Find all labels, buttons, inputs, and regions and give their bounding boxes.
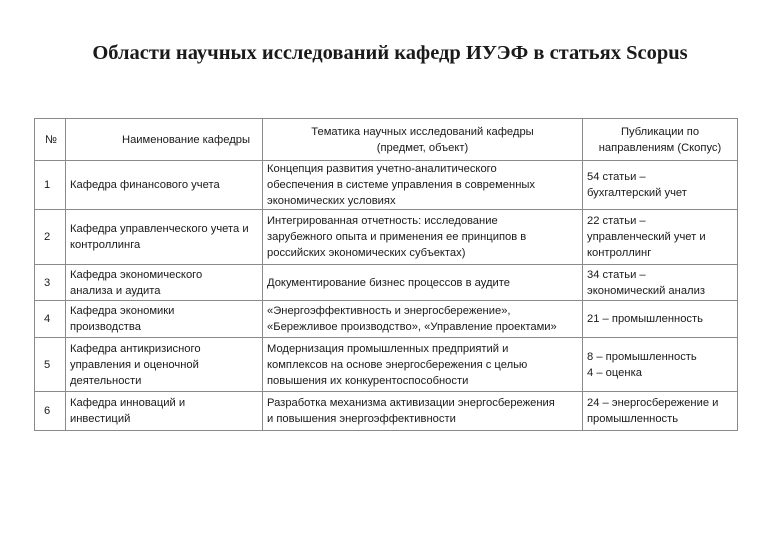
row-number: 4 [35, 301, 66, 338]
row-number: 2 [35, 210, 66, 265]
research-topic: «Энергоэффективность и энергосбережение», «Бережливое производство», «Управление проектами» [263, 301, 583, 338]
header-department: Наименование кафедры [66, 119, 263, 161]
header-number: № [35, 119, 66, 161]
research-table [34, 118, 738, 431]
table-header-row [35, 119, 738, 161]
research-topic: Концепция развития учетно-аналитического обеспечения в системе управления в современных экономических условиях [263, 161, 583, 210]
table-row [35, 301, 738, 338]
department-name: Кафедра экономического анализа и аудита [66, 265, 263, 301]
research-topic: Интегрированная отчетность: исследование зарубежного опыта и применения ее принципов в российских экономических субъектах) [263, 210, 583, 265]
page-title: Области научных исследований кафедр ИУЭФ в статьях Scopus [92, 42, 688, 64]
department-name: Кафедра инноваций и инвестиций [66, 392, 263, 431]
table-row [35, 161, 738, 210]
row-number: 5 [35, 338, 66, 392]
department-name: Кафедра финансового учета [66, 161, 263, 210]
row-number: 3 [35, 265, 66, 301]
table-row [35, 265, 738, 301]
row-number: 1 [35, 161, 66, 210]
department-name: Кафедра управленческого учета и контроллинга [66, 210, 263, 265]
publications-count: 22 статьи – управленческий учет и контроллинг [583, 210, 738, 265]
research-topic: Документирование бизнес процессов в аудите [263, 265, 583, 301]
publications-count: 34 статьи – экономический анализ [583, 265, 738, 301]
publications-count: 24 – энергосбережение и промышленность [583, 392, 738, 431]
row-number: 6 [35, 392, 66, 431]
department-name: Кафедра антикризисного управления и оценочной деятельности [66, 338, 263, 392]
header-publications: Публикации по направлениям (Скопус) [583, 119, 738, 161]
publications-count: 8 – промышленность 4 – оценка [583, 338, 738, 392]
publications-count: 21 – промышленность [583, 301, 738, 338]
research-topic: Разработка механизма активизации энергосбережения и повышения энергоэффективности [263, 392, 583, 431]
publications-count: 54 статьи – бухгалтерский учет [583, 161, 738, 210]
table-row [35, 392, 738, 431]
table-row [35, 210, 738, 265]
header-topic: Тематика научных исследований кафедры (предмет, объект) [263, 119, 583, 161]
table-row [35, 338, 738, 392]
research-topic: Модернизация промышленных предприятий и комплексов на основе энергосбережения с целью повышения их конкурентоспособности [263, 338, 583, 392]
department-name: Кафедра экономики производства [66, 301, 263, 338]
